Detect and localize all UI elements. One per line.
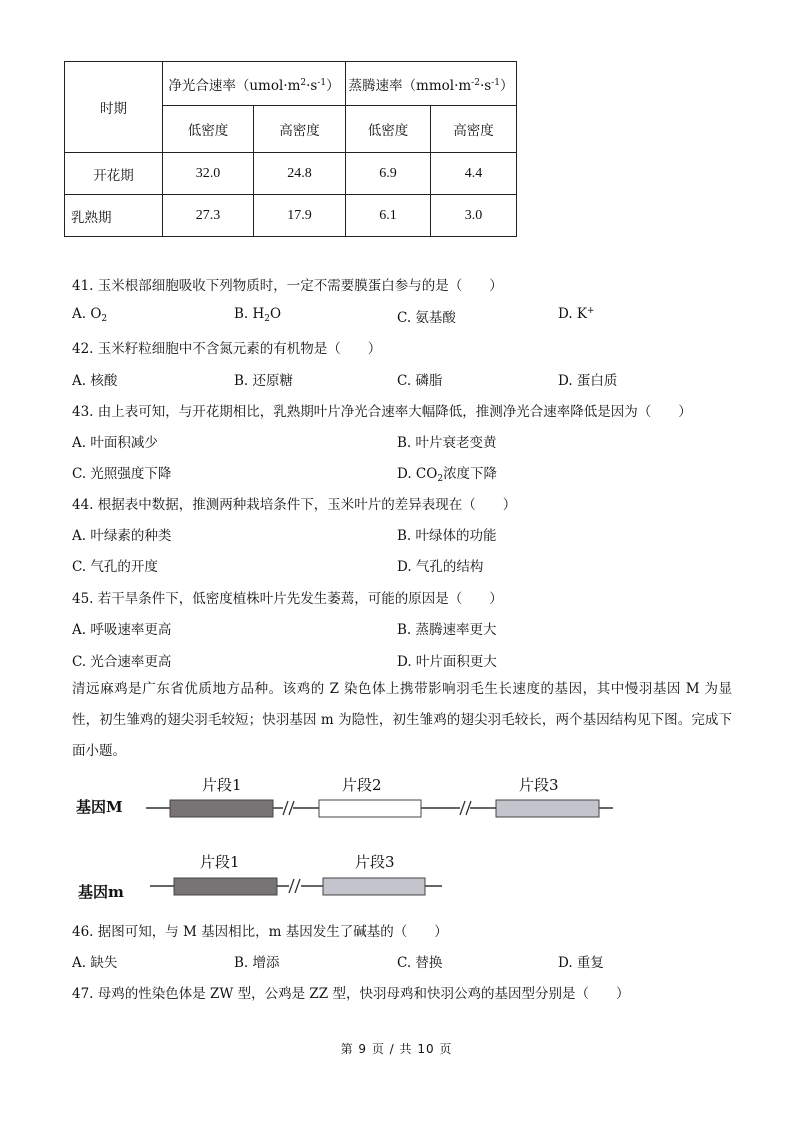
question-41-option-d[interactable]: D. K+ xyxy=(558,306,595,322)
gene-m-label: 基因m xyxy=(78,883,124,901)
subheader-high-density: 高密度 xyxy=(431,106,517,153)
subheader-low-density: 低密度 xyxy=(346,106,431,153)
segment-label: 片段1 xyxy=(200,853,240,871)
table-cell: 3.0 xyxy=(431,195,517,237)
subheader-low-density: 低密度 xyxy=(163,106,254,153)
question-42-option-c[interactable]: C. 磷脂 xyxy=(397,373,443,389)
question-42-option-a[interactable]: A. 核酸 xyxy=(72,373,118,389)
question-41-option-c[interactable]: C. 氨基酸 xyxy=(397,310,456,326)
question-43-option-c[interactable]: C. 光照强度下降 xyxy=(72,466,172,482)
question-43-stem: 43. 由上表可知，与开花期相比，乳熟期叶片净光合速率大幅降低，推测净光合速率降低是因为（ ） xyxy=(72,404,692,420)
question-41-option-b[interactable]: B. $H_2O$ xyxy=(234,306,282,324)
segment-label: 片段1 xyxy=(202,776,242,794)
question-42-option-d[interactable]: D. 蛋白质 xyxy=(558,373,618,389)
question-45-stem: 45. 若干旱条件下，低密度植株叶片先发生萎蔫，可能的原因是（ ） xyxy=(72,591,503,607)
table-cell: 27.3 xyxy=(163,195,254,237)
question-45-option-c[interactable]: C. 光合速率更高 xyxy=(72,654,172,670)
segment-label: 片段2 xyxy=(342,776,382,794)
question-46-option-b[interactable]: B. 增添 xyxy=(234,955,280,971)
question-46-option-c[interactable]: C. 替换 xyxy=(397,955,443,971)
table-cell: 4.4 xyxy=(431,153,517,195)
question-43-option-b[interactable]: B. 叶片衰老变黄 xyxy=(397,435,497,451)
question-41-stem: 41. 玉米根部细胞吸收下列物质时，一定不需要膜蛋白参与的是（ ） xyxy=(72,278,503,294)
question-45-option-d[interactable]: D. 叶片面积更大 xyxy=(397,654,497,670)
row-period: 开花期 xyxy=(65,153,163,195)
table-cell: 32.0 xyxy=(163,153,254,195)
question-42-option-b[interactable]: B. 还原糖 xyxy=(234,373,294,389)
gene-m-structure xyxy=(150,878,442,895)
question-41-option-a[interactable]: A. $O_2$ xyxy=(72,306,108,324)
question-45-option-a[interactable]: A. 呼吸速率更高 xyxy=(72,622,172,638)
table-cell: 24.8 xyxy=(254,153,346,195)
question-44-stem: 44. 根据表中数据，推测两种栽培条件下，玉米叶片的差异表现在（ ） xyxy=(72,497,517,513)
segment-label: 片段3 xyxy=(355,853,395,871)
row-period: 乳熟期 xyxy=(65,195,163,237)
question-46-stem: 46. 据图可知，与 M 基因相比，m 基因发生了碱基的（ ） xyxy=(72,924,448,940)
question-46-option-a[interactable]: A. 缺失 xyxy=(72,955,118,971)
page-number: 第 9 页 / 共 10 页 xyxy=(340,1042,453,1056)
subheader-high-density: 高密度 xyxy=(254,106,346,153)
passage: 清远麻鸡是广东省优质地方品种。该鸡的 Z 染色体上携带影响羽毛生长速度的基因，其中慢羽基因 M 为显性，初生雏鸡的翅尖羽毛较短；快羽基因 m 为隐性，初生雏鸡的翅尖羽毛较长，两个基因结构见下图。完成下面小题。 xyxy=(72,681,732,759)
header-transpiration: 蒸腾速率$(mmol\cdot m^{-2}\cdot s^{-1})$ xyxy=(346,62,517,106)
question-47-stem: 47. 母鸡的性染色体是 ZW 型，公鸡是 ZZ 型，快羽母鸡和快羽公鸡的基因型分别是（ ） xyxy=(72,986,630,1002)
question-44-option-b[interactable]: B. 叶绿体的功能 xyxy=(397,528,497,544)
question-44-option-d[interactable]: D. 气孔的结构 xyxy=(397,559,484,575)
question-44-option-a[interactable]: A. 叶绿素的种类 xyxy=(72,528,172,544)
gene-M-structure xyxy=(146,800,613,817)
question-43-option-a[interactable]: A. 叶面积减少 xyxy=(72,435,158,451)
question-42-stem: 42. 玉米籽粒细胞中不含氮元素的有机物是（ ） xyxy=(72,341,382,357)
header-period: 时期 xyxy=(65,62,163,153)
question-44-option-c[interactable]: C. 气孔的开度 xyxy=(72,559,158,575)
question-45-option-b[interactable]: B. 蒸腾速率更大 xyxy=(397,622,497,638)
question-43-option-d[interactable]: D. $CO_2$浓度下降 xyxy=(397,466,498,484)
table-cell: 6.1 xyxy=(346,195,431,237)
table-cell: 6.9 xyxy=(346,153,431,195)
segment-label: 片段3 xyxy=(519,776,559,794)
header-net-photosynthesis: 净光合速率$(umol\cdot m^2\cdot s^{-1})$ xyxy=(163,62,346,106)
gene-M-label: 基因M xyxy=(76,798,123,816)
question-46-option-d[interactable]: D. 重复 xyxy=(558,955,604,971)
table-cell: 17.9 xyxy=(254,195,346,237)
